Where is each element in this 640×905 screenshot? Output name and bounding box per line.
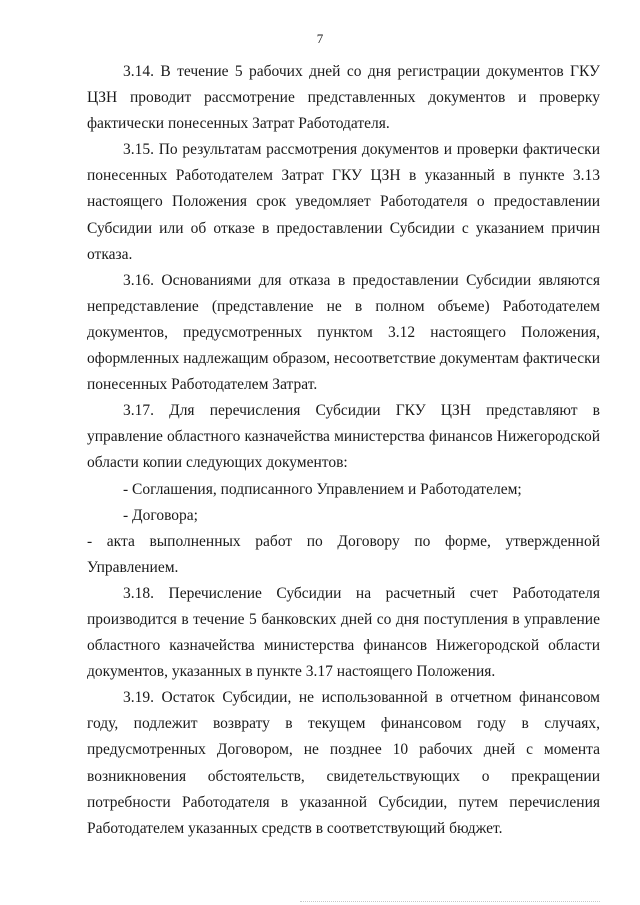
- paragraph-3-15: 3.15. По результатам рассмотрения документов и проверки фактически понесенных Работодателем Затрат ГКУ ЦЗН в указанный в пункте 3.13 настоящего Положения срок уведомляет Работодателя о предоставлении Субсидии или об отказе в предоставлении Субсидии с указанием причин отказа.: [87, 141, 600, 263]
- list-item-contract: - Договора;: [123, 506, 198, 524]
- paragraph-3-17: 3.17. Для перечисления Субсидии ГКУ ЦЗН представляют в управление областного казначейства министерства финансов Нижегородской области копии следующих документов:: [87, 402, 600, 472]
- paragraph-3-16: 3.16. Основаниями для отказа в предоставлении Субсидии являются непредставление (представление не в полном объеме) Работодателем документов, предусмотренных пунктом 3.12 настоящего Положения, оформленных надлежащим образом, несоответствие документам фактически понесенных Работодателем Затрат.: [87, 271, 600, 394]
- list-item-act: - акта выполненных работ по Договору по форме, утвержденной Управлением.: [87, 532, 600, 576]
- document-body: [87, 59, 600, 842]
- scan-artifact-line: [300, 901, 600, 902]
- page-number: 7: [316, 31, 324, 46]
- paragraph-3-14: 3.14. В течение 5 рабочих дней со дня регистрации документов ГКУ ЦЗН проводит рассмотрение представленных документов и проверку фактически понесенных Затрат Работодателя.: [87, 63, 600, 133]
- paragraph-3-18: 3.18. Перечисление Субсидии на расчетный счет Работодателя производится в течение 5 банковских дней со дня поступления в управление областного казначейства министерства финансов Нижегородской области документов, указанных в пункте 3.17 настоящего Положения.: [87, 584, 600, 681]
- paragraph-3-19: 3.19. Остаток Субсидии, не использованной в отчетном финансовом году, подлежит возврату в текущем финансовом году в случаях, предусмотренных Договором, не позднее 10 рабочих дней с момента возникновения обстоятельств, свидетельствующих о прекращении потребности Работодателя в указанной Субсидии, путем перечисления Работодателем указанных средств в соответствующий бюджет.: [87, 689, 600, 837]
- list-item-agreement: - Соглашения, подписанного Управлением и Работодателем;: [123, 480, 522, 498]
